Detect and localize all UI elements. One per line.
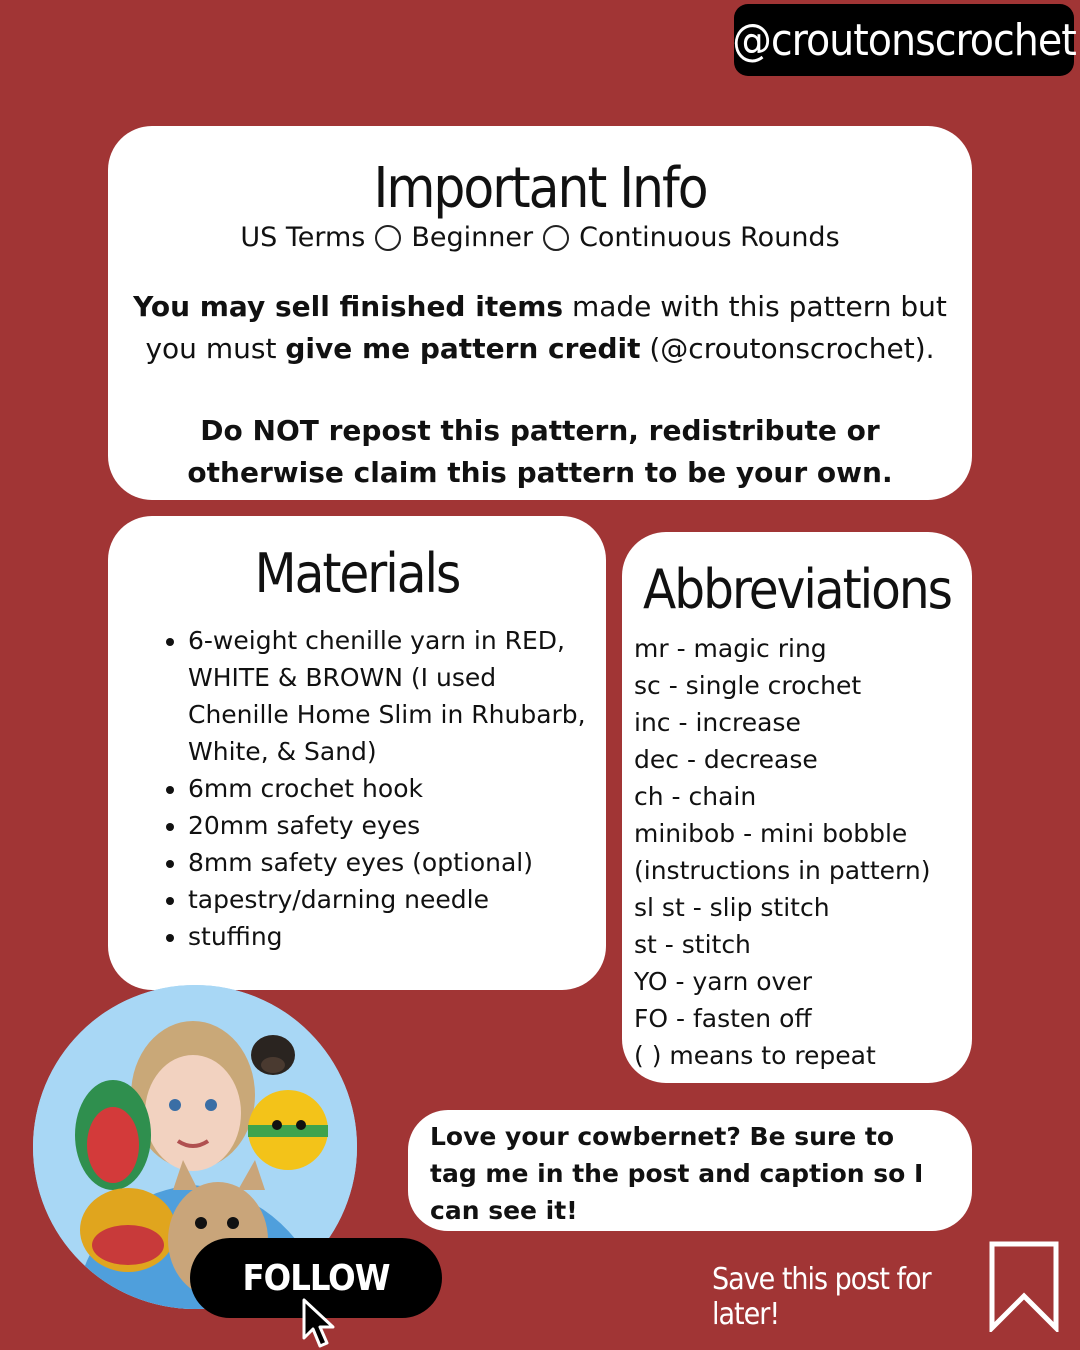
circle-separator-icon <box>375 225 401 251</box>
important-info-title: Important Info <box>373 156 707 221</box>
repost-warning: Do NOT repost this pattern, redistribute or otherwise claim this pattern to be your own. <box>187 414 893 489</box>
material-item: • 8mm safety eyes (optional) <box>188 844 586 881</box>
tag-callout-text: Love your cowbernet? Be sure to tag me in the post and caption so I can see it! <box>430 1122 924 1225</box>
abbreviations-card <box>622 532 972 1083</box>
abbreviation-item: sc - single crochet <box>634 671 862 700</box>
abbreviations-title: Abbreviations <box>643 558 951 621</box>
account-handle: @croutonscrochet <box>732 14 1076 66</box>
material-item: • 6mm crochet hook <box>188 770 586 807</box>
circle-separator-icon <box>543 225 569 251</box>
abbreviation-item: sl st - slip stitch <box>634 893 830 922</box>
term-us-terms: US Terms <box>240 222 366 253</box>
abbreviation-item: dec - decrease <box>634 745 818 774</box>
term-beginner: Beginner <box>411 222 534 253</box>
abbreviation-item: ch - chain <box>634 782 757 811</box>
sell-bold-1: You may sell finished items <box>133 290 564 323</box>
abbreviation-item: FO - fasten off <box>634 1004 812 1033</box>
materials-list <box>160 622 586 955</box>
tag-callout-card <box>408 1110 972 1231</box>
bookmark-icon[interactable] <box>988 1240 1060 1332</box>
sell-text-1: made with this pattern but you must <box>145 290 947 365</box>
follow-label: FOLLOW <box>242 1257 390 1299</box>
materials-title: Materials <box>254 542 460 605</box>
material-item: • 20mm safety eyes <box>188 807 586 844</box>
abbreviation-item: ( ) means to repeat <box>634 1041 876 1070</box>
sell-text-2: (@croutonscrochet). <box>640 332 935 365</box>
abbreviation-item: minibob - mini bobble <box>634 819 908 848</box>
material-item: • tapestry/darning needle <box>188 881 586 918</box>
material-item: • stuffing <box>188 918 586 955</box>
sell-bold-2: give me pattern credit <box>285 332 641 365</box>
sell-policy-text <box>128 286 952 370</box>
material-item: • 6-weight chenille yarn in RED, WHITE & BROWN (I used Chenille Home Slim in Rhubarb, White, & Sand) <box>188 622 586 770</box>
abbreviation-item: mr - magic ring <box>634 634 827 663</box>
save-post-text: Save this post for later! <box>712 1262 931 1332</box>
abbreviation-item: st - stitch <box>634 930 751 959</box>
important-info-card <box>108 126 972 500</box>
account-handle-badge[interactable] <box>734 4 1074 76</box>
abbreviation-item: inc - increase <box>634 708 801 737</box>
materials-card <box>108 516 606 990</box>
term-continuous-rounds: Continuous Rounds <box>579 222 840 253</box>
cursor-arrow-icon <box>300 1298 340 1350</box>
abbreviation-item: (instructions in pattern) <box>634 856 931 885</box>
terms-line <box>108 222 972 253</box>
abbreviation-item: YO - yarn over <box>634 967 812 996</box>
abbreviations-list <box>634 630 966 1074</box>
